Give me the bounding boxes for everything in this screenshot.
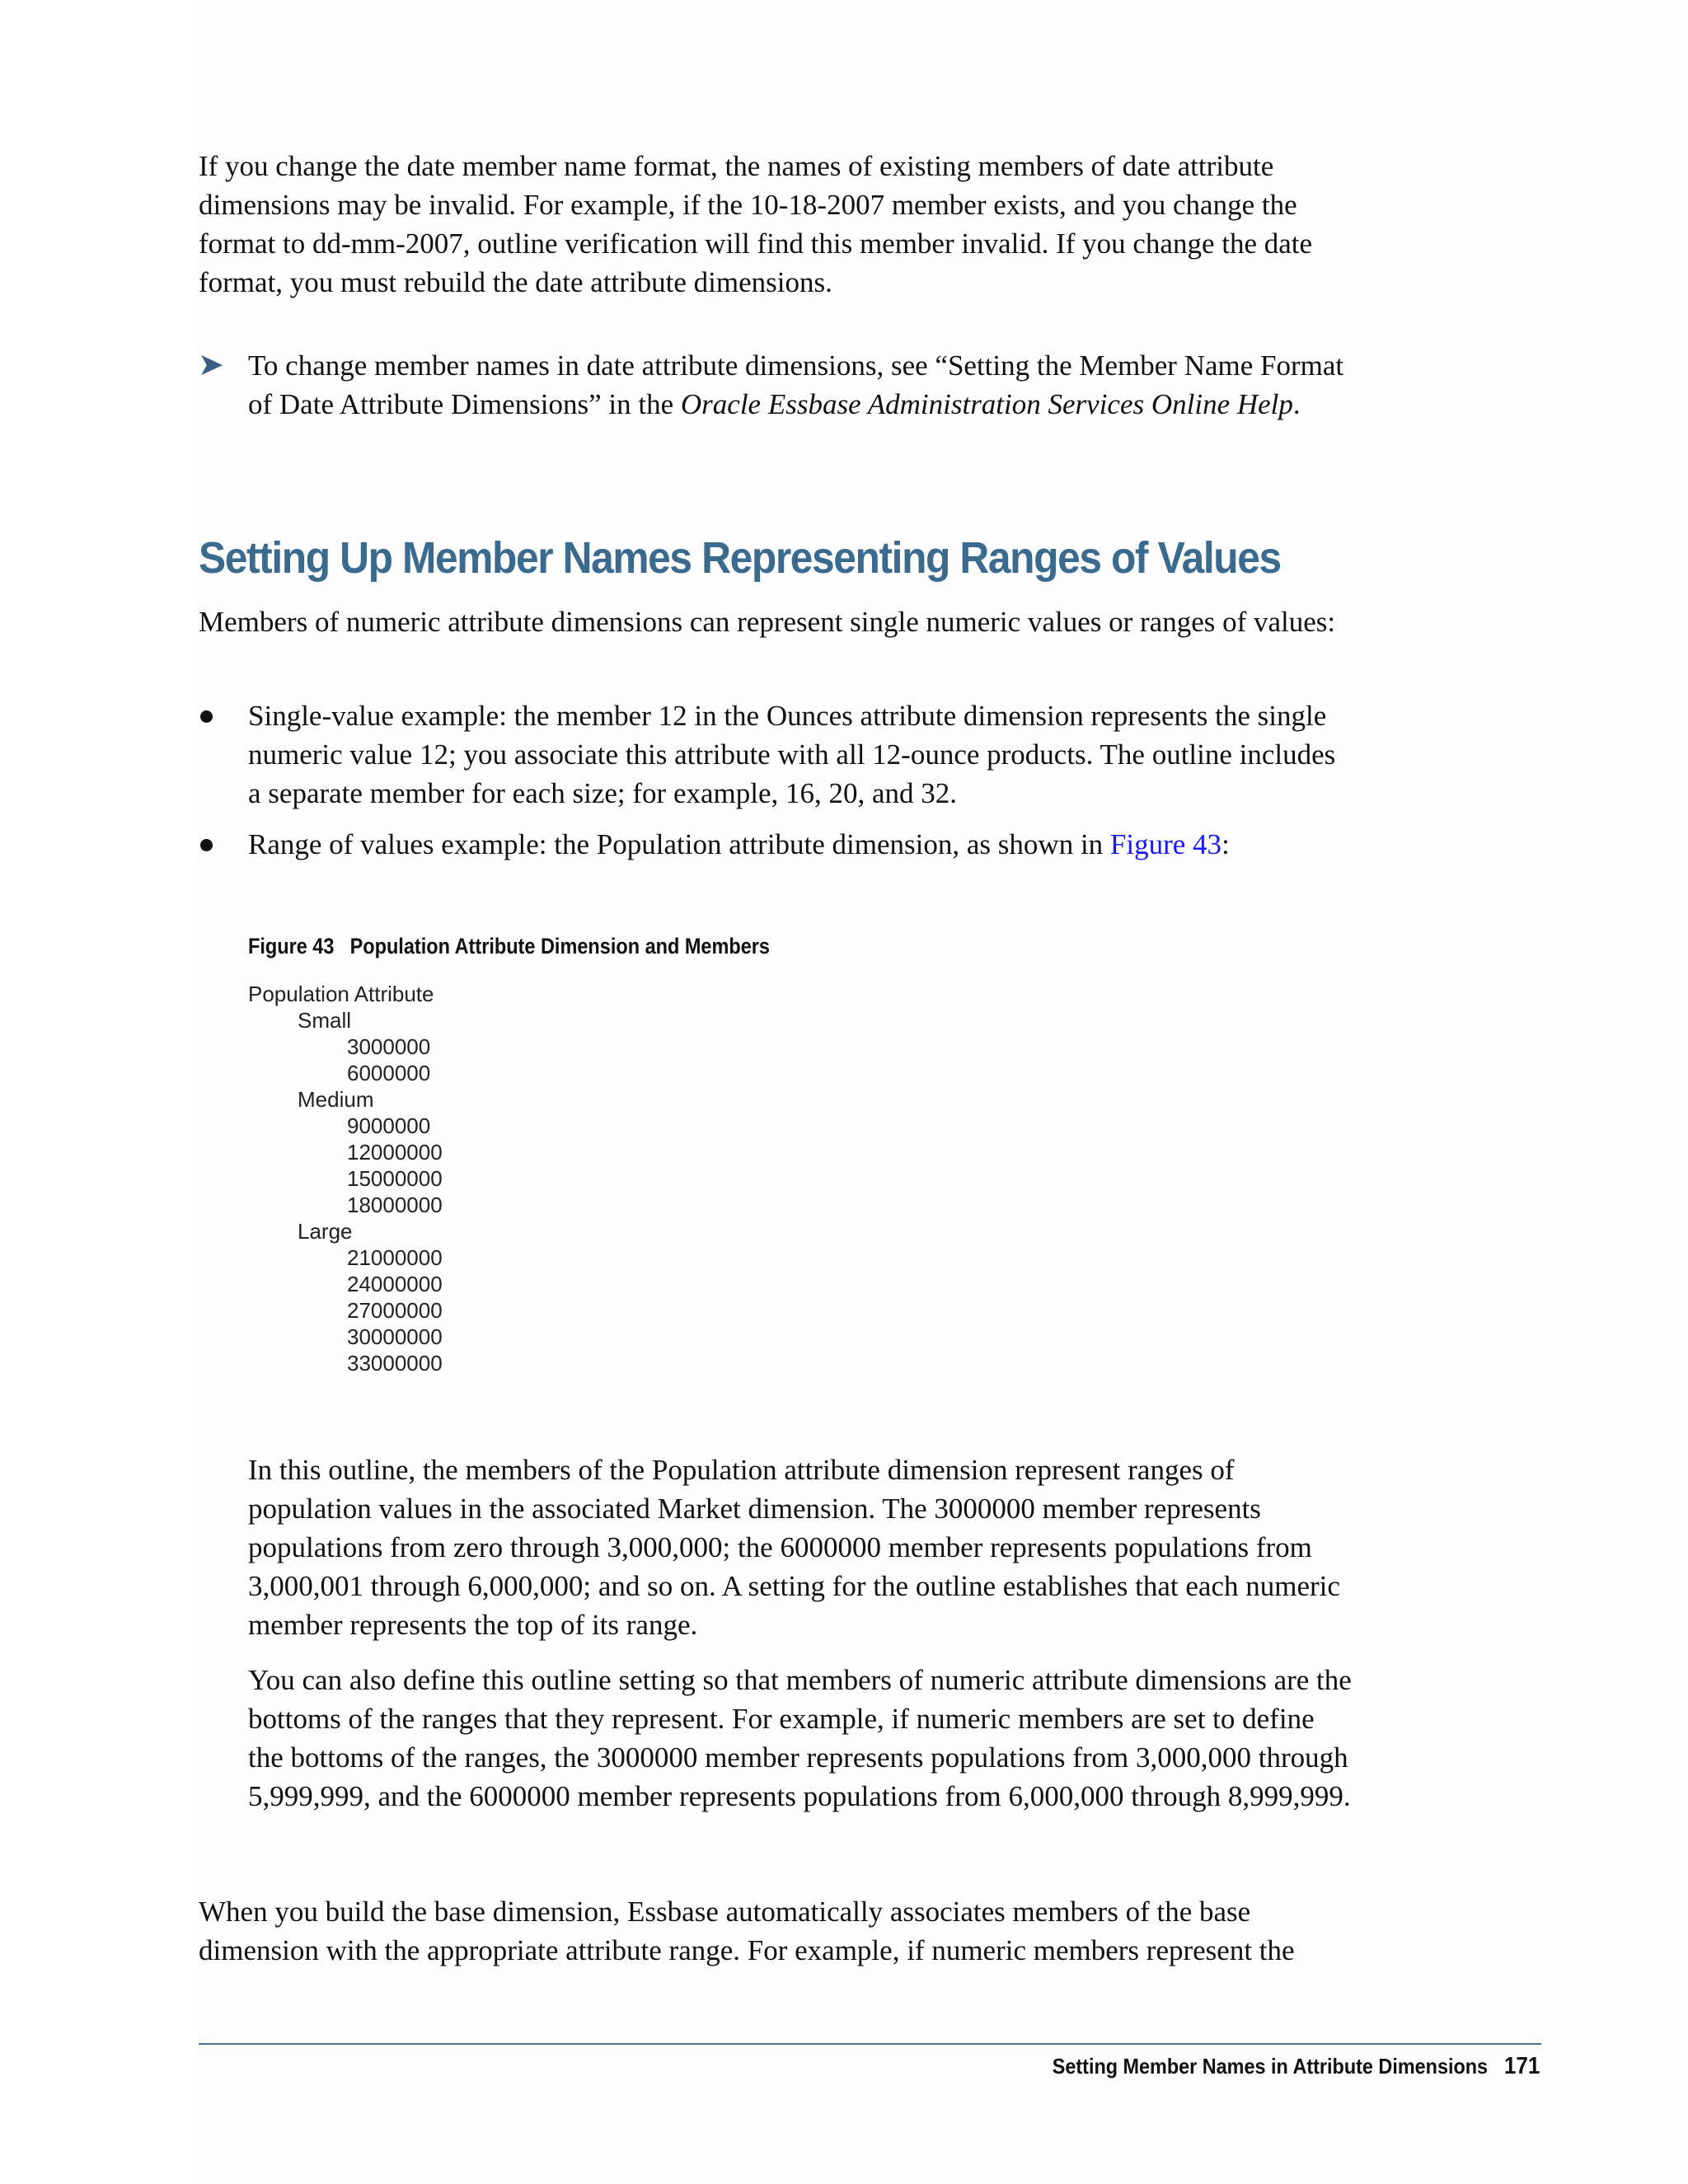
- outline-member: 27000000: [347, 1298, 443, 1323]
- outline-member: 18000000: [347, 1193, 443, 1217]
- outline-member: 9000000: [347, 1113, 431, 1138]
- procedure-end: .: [1292, 388, 1301, 420]
- section-heading: Setting Up Member Names Representing Ranges of Values: [199, 533, 1281, 583]
- outline-member: 6000000: [347, 1061, 431, 1085]
- page-number: 171: [1503, 2053, 1540, 2079]
- procedure-arrow-icon: ➤: [198, 346, 224, 382]
- bullet-range-end: :: [1221, 828, 1230, 860]
- bullet-single-value: Single-value example: the member 12 in the Ounces attribute dimension represents the single numeric value 12; you associate this attribute with all 12-ounce products. The outline includes a separate member for each size; for example, 16, 20, and 32.: [248, 700, 1336, 809]
- running-title: Setting Member Names in Attribute Dimensions: [1052, 2054, 1488, 2079]
- figure-43-link[interactable]: Figure 43: [1109, 828, 1222, 860]
- section-intro: Members of numeric attribute dimensions can represent single numeric values or ranges of values:: [199, 606, 1336, 638]
- bullet-dot: [200, 839, 213, 851]
- procedure-paragraph: [248, 346, 1353, 424]
- closing-paragraph: When you build the base dimension, Essbase automatically associates members of the base dimension with the appropriate attribute range. For example, if numeric members represent the: [199, 1896, 1295, 1966]
- footer-rule: [199, 2043, 1541, 2045]
- bullet-range: [248, 825, 1353, 864]
- bullet-range-text: Range of values example: the Population attribute dimension, as shown in: [248, 828, 1110, 860]
- explanation-bottom-of-range: You can also define this outline setting so that members of numeric attribute dimensions are the bottoms of the ranges that they represent. For example, if numeric members are set to define the bottoms of the ranges, the 3000000 member represents populations from 3,000,000 through 5,999,999, and the 6000000 member represents populations from 6,000,000 through 8,999,999.: [248, 1664, 1352, 1812]
- page-footer: [1052, 2051, 1540, 2081]
- outline-group-small: Small: [298, 1008, 352, 1033]
- outline-group-large: Large: [298, 1219, 353, 1244]
- population-outline: [248, 981, 462, 1376]
- outline-member: 24000000: [347, 1272, 443, 1296]
- procedure-text: To change member names in date attribute dimensions, see “Setting the Member Name Format of Date Attribute Dimensions” in the: [248, 349, 1344, 420]
- outline-member: 30000000: [347, 1324, 443, 1349]
- outline-member: 3000000: [347, 1034, 431, 1059]
- outline-member: 12000000: [347, 1140, 443, 1165]
- explanation-top-of-range: In this outline, the members of the Population attribute dimension represent ranges of population values in the associated Market dimension. The 3000000 member represents populations from zero through 3,000,000; the 6000000 member represents populations from 3,000,001 through 6,000,000; and so on. A setting for the outline establishes that each numeric member represents the top of its range.: [248, 1454, 1340, 1641]
- figure-number: Figure 43: [248, 934, 335, 958]
- bullet-dot: [200, 710, 213, 723]
- intro-paragraph: If you change the date member name format, the names of existing members of date attribute dimensions may be invalid. For example, if the 10-18-2007 member exists, and you change the format to dd-mm-2007, outline verification will find this member invalid. If you change the date format, you must rebuild the date attribute dimensions.: [199, 150, 1313, 298]
- book-title: Oracle Essbase Administration Services Online Help: [680, 388, 1293, 420]
- outline-group-medium: Medium: [298, 1087, 374, 1112]
- outline-member: 15000000: [347, 1166, 443, 1191]
- figure-caption: [248, 931, 770, 961]
- outline-member: 21000000: [347, 1245, 443, 1270]
- figure-title: Population Attribute Dimension and Members: [349, 934, 771, 958]
- outline-root: Population Attribute: [248, 982, 434, 1006]
- outline-member: 33000000: [347, 1351, 443, 1376]
